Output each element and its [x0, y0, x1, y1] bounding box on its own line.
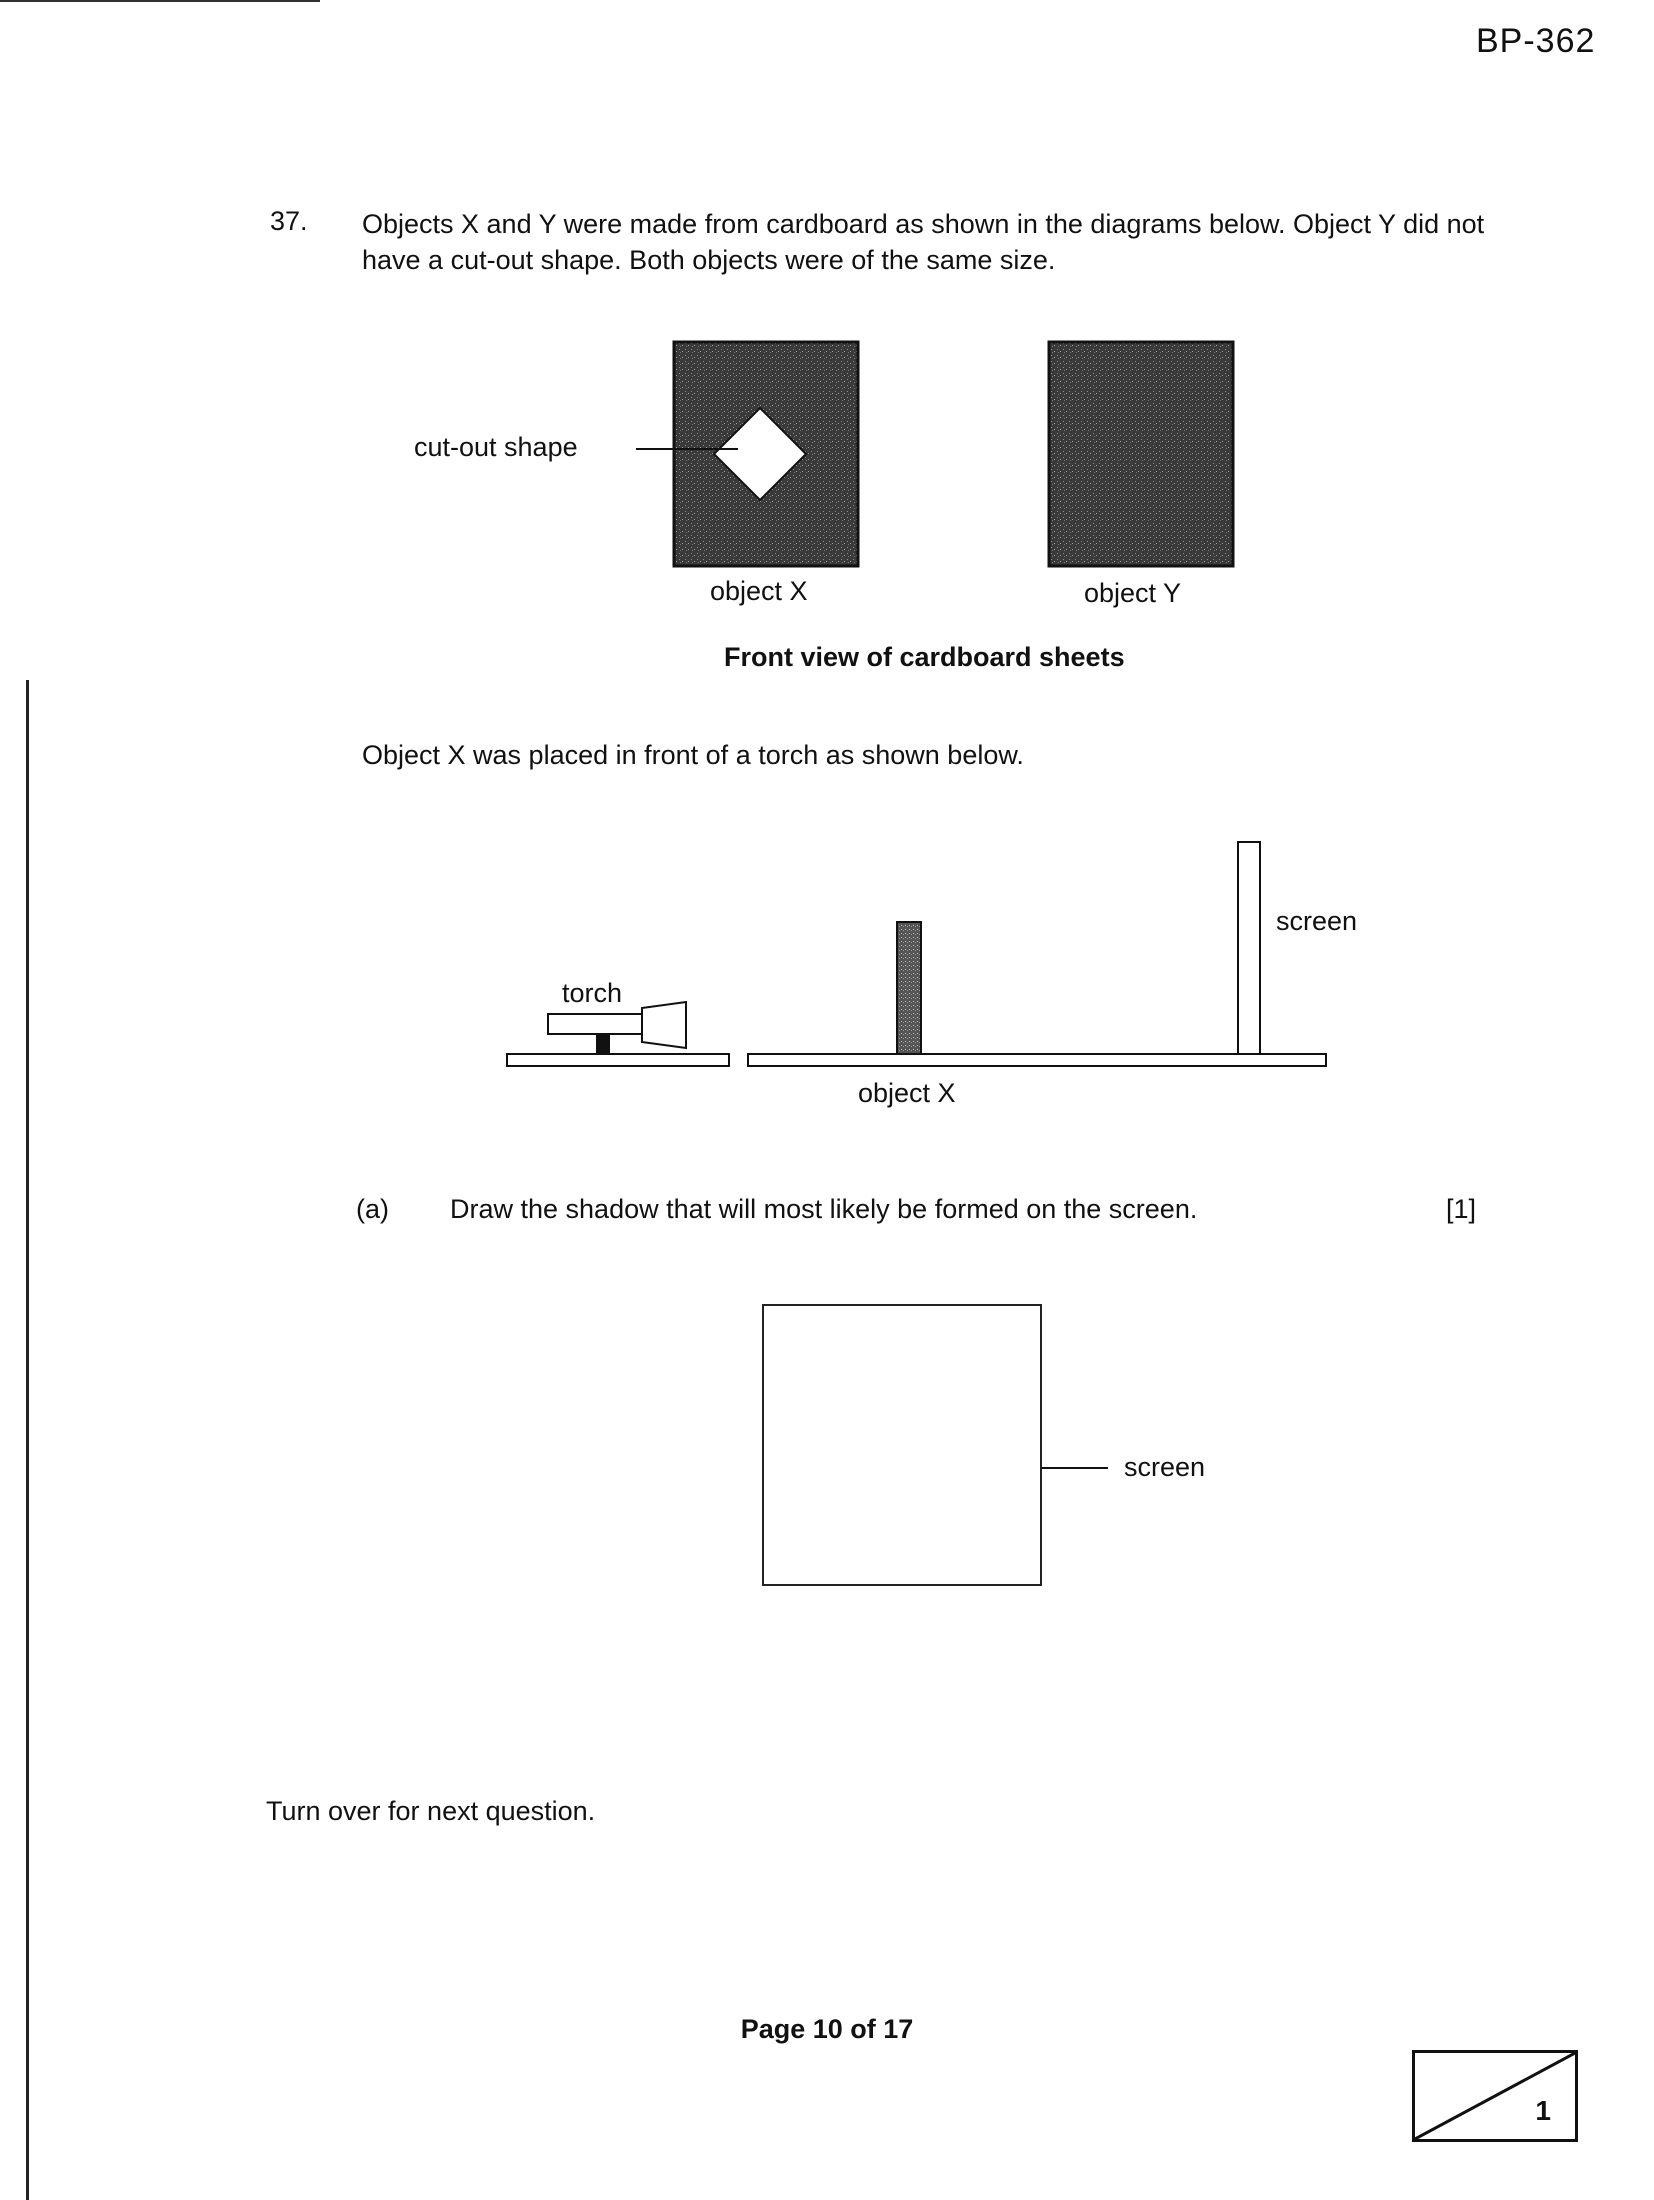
- answer-screen-label: screen: [1124, 1452, 1206, 1482]
- mark-box-value: 1: [1535, 2095, 1551, 2126]
- setup-statement: Object X was placed in front of a torch as shown below.: [362, 740, 1024, 770]
- torch-icon: [548, 1002, 686, 1054]
- screen-answer-box[interactable]: [762, 1304, 1042, 1586]
- object-x-side-view: [897, 922, 921, 1054]
- object-x-setup-label: object X: [858, 1078, 956, 1108]
- mark-box-diagonal: [1415, 2053, 1575, 2139]
- part-question: Draw the shadow that will most likely be formed on the screen.: [450, 1194, 1198, 1224]
- part-label: (a): [356, 1194, 389, 1224]
- question-text: Objects X and Y were made from cardboard as shown in the diagrams below. Object Y did not have a cut-out shape. Both objects were of the same size.: [362, 209, 1485, 275]
- object-x-label: object X: [710, 576, 808, 606]
- screen-label: screen: [1276, 906, 1358, 936]
- mark-box: [1412, 2050, 1578, 2142]
- turn-over-note: Turn over for next question.: [266, 1796, 596, 1826]
- object-y-label: object Y: [1084, 578, 1182, 608]
- torch-label: torch: [562, 978, 623, 1008]
- screen-side-view: [1238, 842, 1260, 1054]
- question-number: 37.: [270, 206, 308, 236]
- paper-code: BP-362: [1476, 22, 1596, 60]
- object-x-sheet: [674, 342, 858, 566]
- figure-caption: Front view of cardboard sheets: [724, 642, 1125, 672]
- setup-base: [507, 1054, 1326, 1066]
- object-y-sheet: [1049, 342, 1233, 566]
- cutout-label: cut-out shape: [414, 432, 578, 462]
- page-number: Page 10 of 17: [740, 2014, 914, 2044]
- marks-allocation: [1]: [1446, 1194, 1477, 1224]
